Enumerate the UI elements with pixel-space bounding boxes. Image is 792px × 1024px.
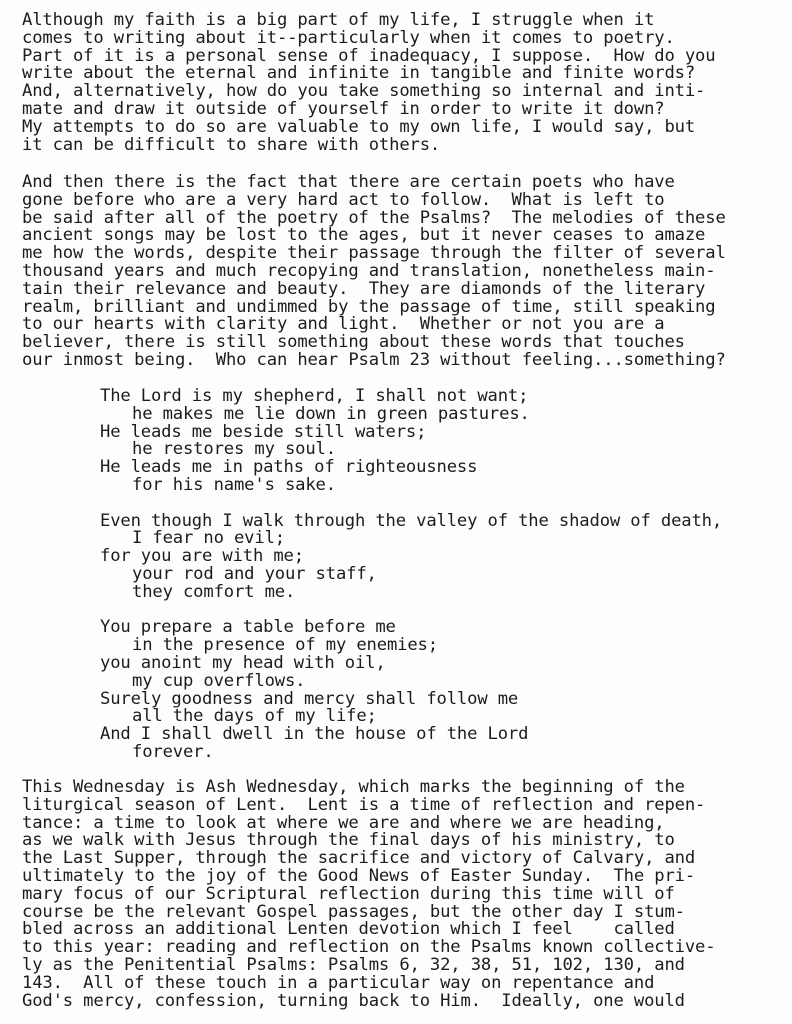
text-line: God's mercy, confession, turning back to Him. Ideally, one would [22,990,685,1011]
poem-stanza [100,388,722,495]
text-line: This Wednesday is Ash Wednesday, which marks the beginning of the [22,777,685,797]
text-line: And, alternatively, how do you take something so internal and inti- [22,81,706,102]
poem-line: in the presence of my enemies; [132,635,438,656]
text-line: ancient songs may be lost to the ages, but it never ceases to amaze [22,225,706,246]
poem-line: The Lord is my shepherd, I shall not want; [100,386,529,406]
text-line: mate and draw it outside of yourself in order to write it down? [22,98,665,119]
text-line: tain their relevance and beauty. They are diamonds of the literary [22,278,706,299]
text-line: the Last Supper, through the sacrifice and victory of Calvary, and [22,848,696,869]
text-line: believer, there is still something about these words that touches [22,332,685,353]
text-line: to our hearts with clarity and light. Whether or not you are a [22,314,665,335]
text-line: liturgical season of Lent. Lent is a time of reflection and repen- [22,794,706,815]
text-line: tance: a time to look at where we are and where we are heading, [22,812,665,833]
poem-line: Surely goodness and mercy shall follow me [100,688,519,709]
text-line: ly as the Penitential Psalms: Psalms 6, 32, 38, 51, 102, 130, and [22,954,685,975]
poem-line: all the days of my life; [132,706,377,727]
poem-line: he restores my soul. [132,439,336,460]
poem-line: Even though I walk through the valley of the shadow of death, [100,510,723,531]
text-line: ultimately to the joy of the Good News of Easter Sunday. The pri- [22,865,696,886]
poem-line: for you are with me; [100,546,304,567]
poem-line: for his name's sake. [132,474,336,495]
poem-line: You prepare a table before me [100,617,396,638]
text-line: My attempts to do so are valuable to my own life, I would say, but [22,116,696,137]
psalm-23-quotation [100,388,722,762]
poem-line: he makes me lie down in green pastures. [132,403,530,424]
paragraph-ash-wednesday [22,779,715,1010]
text-line: gone before who are a very hard act to follow. What is left to [22,189,665,210]
poem-line: they comfort me. [132,581,296,602]
text-line: realm, brilliant and undimmed by the passage of time, still speaking [22,296,716,317]
poem-line: I fear no evil; [132,528,285,549]
text-line: course be the relevant Gospel passages, but the other day I stum- [22,901,685,922]
paragraph-psalms [22,174,726,370]
text-line: me how the words, despite their passage through the filter of several [22,243,726,264]
text-line: our inmost being. Who can hear Psalm 23 without feeling...something? [22,349,726,370]
poem-line: And I shall dwell in the house of the Lord [100,724,529,745]
poem-line: your rod and your staff, [132,563,377,584]
text-line: Although my faith is a big part of my life, I struggle when it [22,10,655,30]
poem-line: He leads me beside still waters; [100,421,427,442]
poem-line: He leads me in paths of righteousness [100,457,478,478]
text-line: as we walk with Jesus through the final days of his ministry, to [22,830,675,851]
text-line: to this year: reading and reflection on the Psalms known collective- [22,937,716,958]
paragraph-faith-and-poetry [22,12,715,154]
text-line: it can be difficult to share with others. [22,134,441,155]
poem-stanza [100,619,722,761]
text-line: And then there is the fact that there are certain poets who have [22,172,675,192]
text-line: thousand years and much recopying and translation, nonetheless main- [22,260,716,281]
text-line: be said after all of the poetry of the Psalms? The melodies of these [22,207,726,228]
text-line: 143. All of these touch in a particular way on repentance and [22,972,655,993]
text-line: bled across an additional Lenten devotion which I feel called [22,919,675,940]
poem-line: you anoint my head with oil, [100,652,386,673]
text-line: Part of it is a personal sense of inadequacy, I suppose. How do you [22,45,716,66]
text-line: comes to writing about it--particularly when it comes to poetry. [22,27,675,48]
text-line: write about the eternal and infinite in tangible and finite words? [22,63,696,84]
text-line: mary focus of our Scriptural reflection during this time will of [22,883,675,904]
poem-stanza [100,510,723,602]
poem-line: my cup overflows. [132,670,306,691]
poem-line: forever. [132,741,214,762]
